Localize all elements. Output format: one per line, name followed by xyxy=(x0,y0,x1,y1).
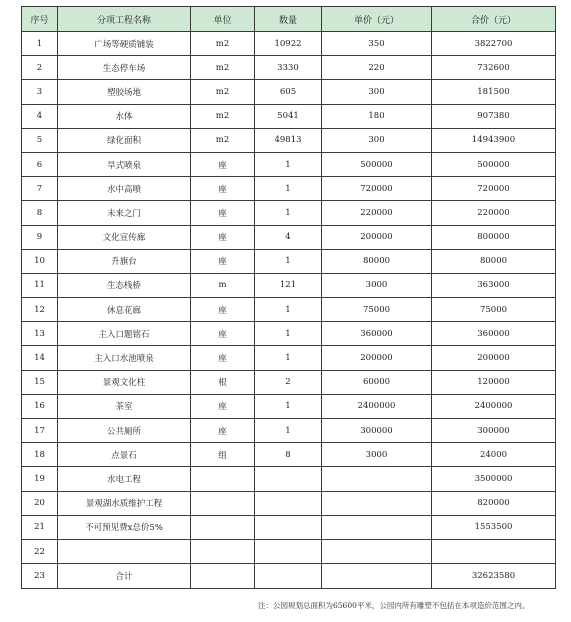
cell-index: 6 xyxy=(22,152,58,176)
cell-index: 20 xyxy=(22,491,58,515)
cell-total-price: 200000 xyxy=(432,346,556,370)
cell-quantity: 10922 xyxy=(255,32,322,56)
cell-total-price: 363000 xyxy=(432,273,556,297)
cell-unit-price: 60000 xyxy=(322,370,432,394)
cell-unit: 座 xyxy=(191,152,255,176)
cell-item-name: 绿化面积 xyxy=(58,128,191,152)
cell-unit xyxy=(191,564,255,589)
cell-unit: m2 xyxy=(191,80,255,104)
cell-total-price: 2400000 xyxy=(432,394,556,418)
cell-total-price: 800000 xyxy=(432,225,556,249)
cell-unit-price xyxy=(322,564,432,589)
cell-item-name: 茶室 xyxy=(58,394,191,418)
header-unit-price: 单价（元） xyxy=(322,7,432,32)
table-row xyxy=(22,56,556,80)
cell-unit xyxy=(191,539,255,563)
cell-item-name: 塑胶场地 xyxy=(58,80,191,104)
cell-total-price: 220000 xyxy=(432,201,556,225)
cell-unit-price: 75000 xyxy=(322,298,432,322)
cell-unit-price: 2400000 xyxy=(322,394,432,418)
cell-total-price: 907380 xyxy=(432,104,556,128)
table-row xyxy=(22,80,556,104)
cell-index: 13 xyxy=(22,322,58,346)
table-row xyxy=(22,273,556,297)
cell-quantity: 4 xyxy=(255,225,322,249)
cell-quantity xyxy=(255,467,322,491)
cell-unit-price xyxy=(322,539,432,563)
footnote: 注：公园规划总面积为65600平米，公园内所有雕塑不包括在本项造价范围之内。 xyxy=(258,601,530,610)
cell-unit: 座 xyxy=(191,322,255,346)
header-item-name: 分项工程名称 xyxy=(58,7,191,32)
cell-quantity: 1 xyxy=(255,249,322,273)
cell-unit xyxy=(191,515,255,539)
table-row xyxy=(22,152,556,176)
cell-unit-price: 720000 xyxy=(322,177,432,201)
header-quantity: 数量 xyxy=(255,7,322,32)
cell-quantity: 1 xyxy=(255,322,322,346)
table-row xyxy=(22,467,556,491)
cell-unit-price: 300 xyxy=(322,80,432,104)
cell-item-name: 景观文化柱 xyxy=(58,370,191,394)
cell-total-price: 80000 xyxy=(432,249,556,273)
cell-index: 19 xyxy=(22,467,58,491)
cell-item-name: 不可预见费x总价5% xyxy=(58,515,191,539)
cell-index: 11 xyxy=(22,273,58,297)
cell-unit-price: 3000 xyxy=(322,443,432,467)
cell-unit: 座 xyxy=(191,201,255,225)
table-body xyxy=(22,32,556,589)
cell-item-name: 广场等硬质铺装 xyxy=(58,32,191,56)
header-row xyxy=(22,7,556,32)
cell-item-name: 未来之门 xyxy=(58,201,191,225)
cell-item-name: 合计 xyxy=(58,564,191,589)
cell-quantity: 8 xyxy=(255,443,322,467)
cell-quantity: 121 xyxy=(255,273,322,297)
cell-index: 16 xyxy=(22,394,58,418)
cell-total-price: 75000 xyxy=(432,298,556,322)
cell-total-price: 1553500 xyxy=(432,515,556,539)
cell-unit-price: 220000 xyxy=(322,201,432,225)
cell-total-price: 181500 xyxy=(432,80,556,104)
cell-total-price: 120000 xyxy=(432,370,556,394)
cell-quantity: 605 xyxy=(255,80,322,104)
table-row xyxy=(22,225,556,249)
cell-quantity: 1 xyxy=(255,201,322,225)
cell-unit-price: 300000 xyxy=(322,419,432,443)
cell-index: 14 xyxy=(22,346,58,370)
cell-total-price: 24000 xyxy=(432,443,556,467)
cell-quantity xyxy=(255,491,322,515)
cell-unit xyxy=(191,467,255,491)
cell-total-price: 500000 xyxy=(432,152,556,176)
header-total-price: 合价（元） xyxy=(432,7,556,32)
cell-quantity: 1 xyxy=(255,394,322,418)
cell-unit-price: 200000 xyxy=(322,346,432,370)
cell-item-name: 主入口水池喷泉 xyxy=(58,346,191,370)
cell-item-name: 水电工程 xyxy=(58,467,191,491)
cell-quantity: 1 xyxy=(255,177,322,201)
cell-unit: 座 xyxy=(191,225,255,249)
cell-unit: m2 xyxy=(191,32,255,56)
table-row xyxy=(22,443,556,467)
cell-unit-price xyxy=(322,491,432,515)
cell-item-name: 水中高喷 xyxy=(58,177,191,201)
table-row xyxy=(22,539,556,563)
cell-unit-price: 3000 xyxy=(322,273,432,297)
cell-index: 3 xyxy=(22,80,58,104)
cell-total-price: 720000 xyxy=(432,177,556,201)
table-row xyxy=(22,419,556,443)
cell-unit: 组 xyxy=(191,443,255,467)
cell-unit-price xyxy=(322,515,432,539)
cell-unit-price: 300 xyxy=(322,128,432,152)
cell-index: 7 xyxy=(22,177,58,201)
cell-unit: m xyxy=(191,273,255,297)
cell-unit-price: 500000 xyxy=(322,152,432,176)
header-index: 序号 xyxy=(22,7,58,32)
cell-index: 15 xyxy=(22,370,58,394)
cell-unit xyxy=(191,491,255,515)
cell-index: 18 xyxy=(22,443,58,467)
cell-unit: m2 xyxy=(191,104,255,128)
table-row xyxy=(22,370,556,394)
cell-item-name: 升旗台 xyxy=(58,249,191,273)
cell-total-price: 32623580 xyxy=(432,564,556,589)
cell-quantity: 5041 xyxy=(255,104,322,128)
cell-index: 1 xyxy=(22,32,58,56)
cell-item-name: 休息花廊 xyxy=(58,298,191,322)
cell-item-name: 主入口题铭石 xyxy=(58,322,191,346)
cell-quantity: 2 xyxy=(255,370,322,394)
cell-item-name: 文化宣传廊 xyxy=(58,225,191,249)
cell-index: 22 xyxy=(22,539,58,563)
cost-table xyxy=(21,6,556,589)
cell-index: 8 xyxy=(22,201,58,225)
cell-index: 5 xyxy=(22,128,58,152)
cell-item-name: 点景石 xyxy=(58,443,191,467)
cell-unit-price: 180 xyxy=(322,104,432,128)
cell-item-name: 生态栈桥 xyxy=(58,273,191,297)
cell-item-name: 水体 xyxy=(58,104,191,128)
table-row xyxy=(22,298,556,322)
cell-total-price: 3500000 xyxy=(432,467,556,491)
cell-item-name: 旱式喷泉 xyxy=(58,152,191,176)
cell-unit: 根 xyxy=(191,370,255,394)
cell-index: 9 xyxy=(22,225,58,249)
table-row xyxy=(22,104,556,128)
table-row xyxy=(22,32,556,56)
cell-index: 2 xyxy=(22,56,58,80)
cell-total-price: 820000 xyxy=(432,491,556,515)
cell-quantity: 1 xyxy=(255,346,322,370)
cell-unit: 座 xyxy=(191,249,255,273)
cell-item-name xyxy=(58,539,191,563)
table-row xyxy=(22,128,556,152)
cell-unit-price: 200000 xyxy=(322,225,432,249)
cell-unit: 座 xyxy=(191,419,255,443)
cell-total-price: 14943900 xyxy=(432,128,556,152)
table-row xyxy=(22,394,556,418)
cell-quantity: 49813 xyxy=(255,128,322,152)
table-row xyxy=(22,346,556,370)
cell-quantity: 1 xyxy=(255,152,322,176)
cost-estimate-sheet xyxy=(21,6,555,589)
table-row xyxy=(22,515,556,539)
cell-quantity: 1 xyxy=(255,298,322,322)
cell-index: 17 xyxy=(22,419,58,443)
cell-total-price: 300000 xyxy=(432,419,556,443)
cell-quantity xyxy=(255,539,322,563)
cell-unit: 座 xyxy=(191,394,255,418)
cell-item-name: 生态停车场 xyxy=(58,56,191,80)
table-row xyxy=(22,249,556,273)
table-row xyxy=(22,564,556,589)
cell-total-price: 3822700 xyxy=(432,32,556,56)
cell-index: 10 xyxy=(22,249,58,273)
cell-total-price: 732600 xyxy=(432,56,556,80)
cell-unit-price: 80000 xyxy=(322,249,432,273)
cell-unit: 座 xyxy=(191,298,255,322)
table-row xyxy=(22,491,556,515)
cell-unit-price xyxy=(322,467,432,491)
cell-unit: 座 xyxy=(191,177,255,201)
cell-index: 23 xyxy=(22,564,58,589)
cell-index: 4 xyxy=(22,104,58,128)
cell-total-price: 360000 xyxy=(432,322,556,346)
cell-quantity xyxy=(255,515,322,539)
cell-unit-price: 220 xyxy=(322,56,432,80)
cell-unit: 座 xyxy=(191,346,255,370)
cell-quantity xyxy=(255,564,322,589)
cell-unit: m2 xyxy=(191,56,255,80)
cell-unit-price: 360000 xyxy=(322,322,432,346)
table-row xyxy=(22,201,556,225)
cell-item-name: 公共厕所 xyxy=(58,419,191,443)
cell-quantity: 3330 xyxy=(255,56,322,80)
cell-quantity: 1 xyxy=(255,419,322,443)
cell-item-name: 景观湖水质维护工程 xyxy=(58,491,191,515)
cell-unit-price: 350 xyxy=(322,32,432,56)
cell-index: 12 xyxy=(22,298,58,322)
cell-index: 21 xyxy=(22,515,58,539)
cell-total-price xyxy=(432,539,556,563)
header-unit: 单位 xyxy=(191,7,255,32)
cell-unit: m2 xyxy=(191,128,255,152)
table-header xyxy=(22,7,556,32)
table-row xyxy=(22,322,556,346)
table-row xyxy=(22,177,556,201)
